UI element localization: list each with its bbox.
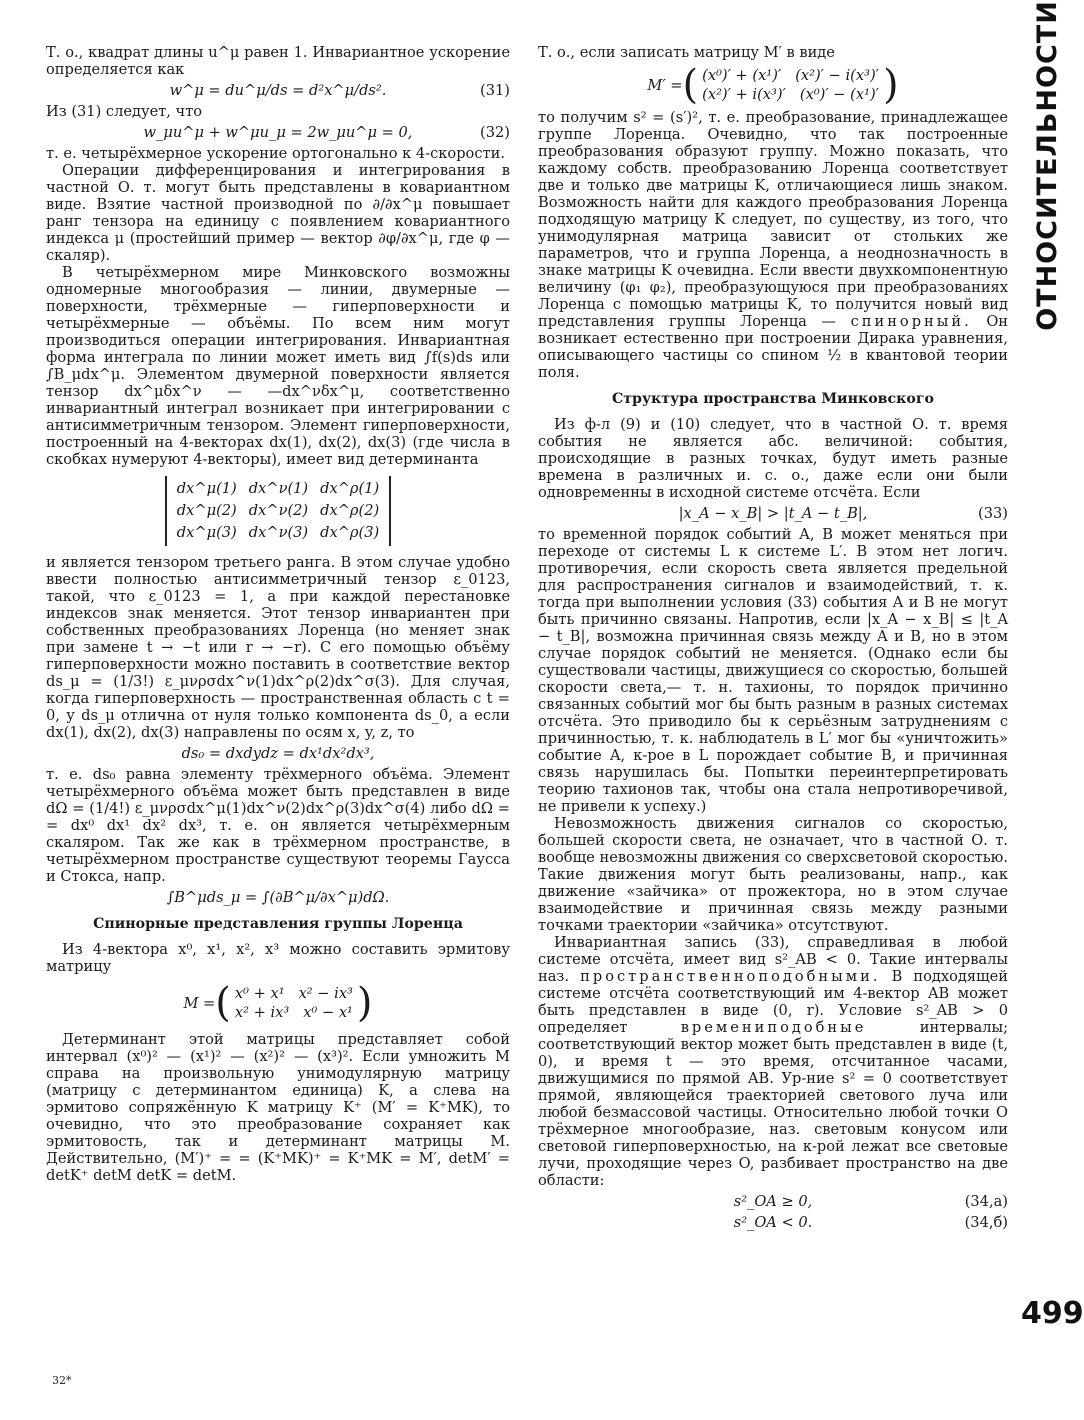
paragraph: то временной порядок событий A, B может меняться при переходе от системы L к системе L′. В этом нет логич. противоречия, если скорость света является предельной для распространения сигналов и взаимодействий, т. к. тогда при выполнении условия (33) события A и B не могут быть причинно связаны. Напротив, если |x_A − x_B| ≤ |t_A − t_B|, возможна причинная связь между A и B, но в этом случае порядок событий не меняется. (Однако если бы существовали частицы, движущиеся со скоростью, большей скорости света,— т. н. тахионы, то порядок причинно связанных событий мог бы быть разным в разных системах отсчёта. Это приводило бы к серьёзным затруднениям с причинностью, т. к. наблюдатель в L′ мог бы «уничтожить» событие A, к-рое в L порождает событие B, и причинная связь нарушилась бы. Попытки переинтерпретировать теорию тахионов так, чтобы она стала непротиворечивой, не привели к успеху.) [538, 526, 1008, 815]
matrix-label: M = [183, 994, 216, 1012]
equation-text: |x_A − x_B| > |t_A − t_B|, [678, 505, 868, 522]
matrix-row [235, 1003, 353, 1022]
equation-text: w_μu^μ + w^μu_μ = 2w_μu^μ = 0, [143, 124, 413, 141]
equation-34a [538, 1193, 1008, 1210]
paragraph: т. е. четырёхмерное ускорение ортогонально к 4-скорости. [46, 145, 505, 162]
equation-text: s²_OA < 0. [733, 1214, 813, 1231]
spaced-term: пространственноподобными. [580, 968, 881, 985]
equation-number: (33) [978, 505, 1008, 522]
determinant-row [177, 478, 379, 500]
matrix-row [702, 85, 879, 104]
paragraph [538, 934, 1008, 1189]
paragraph: Т. о., если записать матрицу M′ в виде [538, 44, 835, 61]
right-column [538, 44, 1008, 1235]
matrix-cell: (x²)′ + i(x³)′ [702, 86, 786, 103]
matrix-cell: (x⁰)′ − (x¹)′ [799, 86, 879, 103]
matrix-cell: dx^ν(2) [248, 502, 309, 519]
paragraph: В четырёхмерном мире Минковского возможны одномерные многообразия — линии, двумерные — поверхности, трёхмерные — гиперповерхности и четырёхмерные — объёмы. По всем ним могут производиться операции интегрирования. Инвариантная форма интеграла по линии может иметь вид ∫f(s)ds или ∫B_μdx^μ. Элементом двумерной поверхности является тензор dx^μδx^ν — —dx^νδx^μ, соответственно инвариантный интеграл возникает при интегрировании с антисимметричным тензором. Элемент гиперповерхности, построенный на 4-векторах dx(1), dx(2), dx(3) (где числа в скобках нумеруют 4-векторы), имеет вид детерминанта [46, 264, 510, 468]
paragraph-text: В подходящей системе отсчёта соответствующий им 4-вектор AB может быть представлен в виде (0, r). Условие s²_AB > 0 определяет [538, 968, 1009, 1036]
section-heading: Спинорные представления группы Лоренца [93, 916, 463, 932]
equation-text: s²_OA ≥ 0, [733, 1193, 813, 1210]
determinant-row [177, 500, 379, 522]
equation-text: ∫B^μds_μ = ∫(∂B^μ/∂x^μ)dΩ. [166, 889, 390, 906]
left-column [46, 44, 510, 1184]
determinant-row [177, 522, 379, 544]
equation-number: (31) [480, 82, 510, 99]
matrix [215, 980, 373, 1026]
determinant-equation [46, 476, 510, 546]
equation-gauss [46, 889, 510, 906]
spaced-term: времениподобные [680, 1019, 867, 1036]
paragraph: и является тензором третьего ранга. В этом случае удобно ввести полностью антисимметричный тензор ε_0123, такой, что ε_0123 = 1, а при каждой перестановке индексов знак меняется. Этот тензор инвариантен при собственных преобразованиях Лоренца (но меняет знак при замене t → −t или r → −r). С его помощью объёму гиперповерхности можно поставить в соответствие вектор ds_μ = (1/3!) ε_μνρσdx^ν(1)dx^ρ(2)dx^σ(3). Для случая, когда гиперповерхность — пространственная область с t = 0, у ds_μ отлична от нуля только компонента ds_0, а если dx(1), dx(2), dx(3) направлены по осям x, y, z, то [46, 554, 510, 741]
matrix-cell: x² + ix³ [234, 1004, 290, 1021]
equation-ds0 [46, 745, 510, 762]
paragraph: Т. о., квадрат длины u^μ равен 1. Инвариантное ускорение определяется как [46, 44, 510, 78]
equation-text: ds₀ = dxdydz = dx¹dx²dx³, [181, 745, 375, 762]
matrix-cell: dx^μ(3) [176, 524, 237, 541]
matrix-cell: dx^ν(3) [248, 524, 309, 541]
matrix-cell: x⁰ + x¹ [234, 985, 285, 1002]
paragraph [538, 109, 1008, 381]
signature-mark: 32* [52, 1374, 72, 1387]
paragraph-text: то получим s² = (s′)², т. е. преобразование, принадлежащее группе Лоренца. Очевидно, что так построенные преобразования образуют группу. Можно показать, что каждому собств. преобразованию Лоренца соответствует две и только две матрицы K, отличающиеся лишь знаком. Возможность найти для каждого преобразования Лоренца подходящую матрицу K следует, по существу, из того, что унимодулярная матрица зависит от стольких же параметров, что и группа Лоренца, а неоднозначность в знаке матрицы K очевидна. Если ввести двухкомпонентную величину (φ₁ φ₂), преобразующуюся при преобразованиях Лоренца с помощью матрицы K, то получится новый вид представления группы Лоренца — [538, 109, 1008, 330]
equation-32 [46, 124, 510, 141]
matrix-equation-m [46, 980, 510, 1026]
matrix-cell: x² − ix³ [298, 985, 353, 1002]
matrix-cell: dx^μ(2) [176, 502, 237, 519]
paragraph: Операции дифференцирования и интегрирования в частной О. т. могут быть представлены в ковариантном виде. Взятие частной производной по ∂/∂x^μ повышает ранг тензора на единицу с появлением ковариантного индекса μ (простейший пример — вектор ∂φ/∂x^μ, где φ — скаляр). [46, 162, 510, 264]
page-number: 499 [1021, 1296, 1084, 1331]
equation-33 [538, 505, 1008, 522]
spaced-term: спинорный. [850, 313, 972, 330]
equation-number: (34,а) [964, 1193, 1008, 1210]
equation-number: (32) [480, 124, 510, 141]
running-head [1030, 0, 1064, 331]
matrix-cell: dx^ρ(1) [320, 480, 380, 497]
paragraph: Невозможность движения сигналов со скоростью, большей скорости света, не означает, что в частной О. т. вообще невозможны движения со сверхсветовой скоростью. Такие движения могут быть реализованы, напр., как движение «зайчика» от прожектора, но в этом случае взаимодействие и причинная связь между разными точками траектории «зайчика» отсутствуют. [538, 815, 1008, 934]
matrix-cell: (x⁰)′ + (x¹)′ [702, 67, 782, 84]
paragraph-text: Он возникает естественно при построении Дирака уравнения, описывающего частицы со спином ½ в квантовой теории поля. [538, 313, 1009, 381]
equation-number: (34,б) [964, 1214, 1008, 1231]
paragraph: Из ф-л (9) и (10) следует, что в частной О. т. время события не является абс. величиной: события, происходящие в разных точках, будут иметь разные времена в различных и. с. о., даже если они были одновременны в исходной системе отсчёта. Если [538, 416, 1008, 501]
left-paren: ( [215, 980, 231, 1026]
paragraph-text: интервалы; соответствующий вектор может быть представлен в виде (t, 0), и время t — это время, отсчитанное часами, движущимися по прямой AB. Ур-ние s² = 0 соответствует прямой, являющейся траекторией светового луча или любой безмассовой частицы. Относительно любой точки O трёхмерное многообразие, наз. световым конусом или световой гиперповерхностью, на к-рой лежат все световые лучи, проходящие через O, разбивает пространство на две области: [538, 1019, 1009, 1189]
matrix-row [235, 984, 353, 1003]
right-paren: ) [882, 62, 899, 108]
matrix-cell: dx^ν(1) [248, 480, 309, 497]
matrix-cell: dx^ρ(3) [320, 524, 380, 541]
matrix-cell: dx^μ(1) [176, 480, 237, 497]
paragraph: Из 4-вектора x⁰, x¹, x², x³ можно составить эрмитову матрицу [46, 941, 510, 975]
left-paren: ( [682, 62, 699, 108]
matrix-cell: (x²)′ − i(x³)′ [795, 67, 879, 84]
matrix-label: M′ = [647, 76, 683, 94]
paragraph: Детерминант этой матрицы представляет собой интервал (x⁰)² — (x¹)² — (x²)² — (x³)². Если умножить M справа на произвольную унимодулярную матрицу (матрицу с детерминантом единица) K, а слева на эрмитово сопряжённую K матрицу K⁺ (M′ = K⁺MK), то очевидно, что это преобразование сохраняет как эрмитовость, так и детерминант матрицы M. Действительно, (M′)⁺ = = (K⁺MK)⁺ = K⁺MK = M′, detM′ = detK⁺ detM detK = detM. [46, 1031, 510, 1184]
determinant [165, 476, 391, 546]
running-head-text: ОТНОСИТЕЛЬНОСТИ [1031, 0, 1063, 331]
section-heading: Структура пространства Минковского [611, 391, 935, 407]
equation-text: w^μ = du^μ/ds = d²x^μ/ds². [169, 82, 387, 99]
equation-31 [46, 82, 510, 99]
matrix [682, 62, 899, 108]
matrix-cell: x⁰ − x¹ [303, 1004, 353, 1021]
right-paren: ) [356, 980, 373, 1026]
matrix-row [702, 66, 879, 85]
matrix-equation-m-prime [538, 62, 1008, 108]
paragraph: т. е. ds₀ равна элементу трёхмерного объёма. Элемент четырёхмерного объёма может быть представлен в виде dΩ = (1/4!) ε_μνρσdx^μ(1)dx^ν(2)dx^ρ(3)dx^σ(4) либо dΩ = = dx⁰ dx¹ dx² dx³, т. е. он является четырёхмерным скаляром. Так же как в трёхмерном пространстве, в четырёхмерном пространстве существуют теоремы Гаусса и Стокса, напр. [46, 766, 510, 885]
matrix-cell: dx^ρ(2) [320, 502, 380, 519]
paragraph: Из (31) следует, что [46, 103, 203, 120]
paragraph-text: Инвариантная запись (33), справедливая в любой системе отсчёта, имеет вид s²_AB < 0. Такие интервалы наз. [538, 934, 1008, 985]
equation-34b [538, 1214, 1008, 1231]
